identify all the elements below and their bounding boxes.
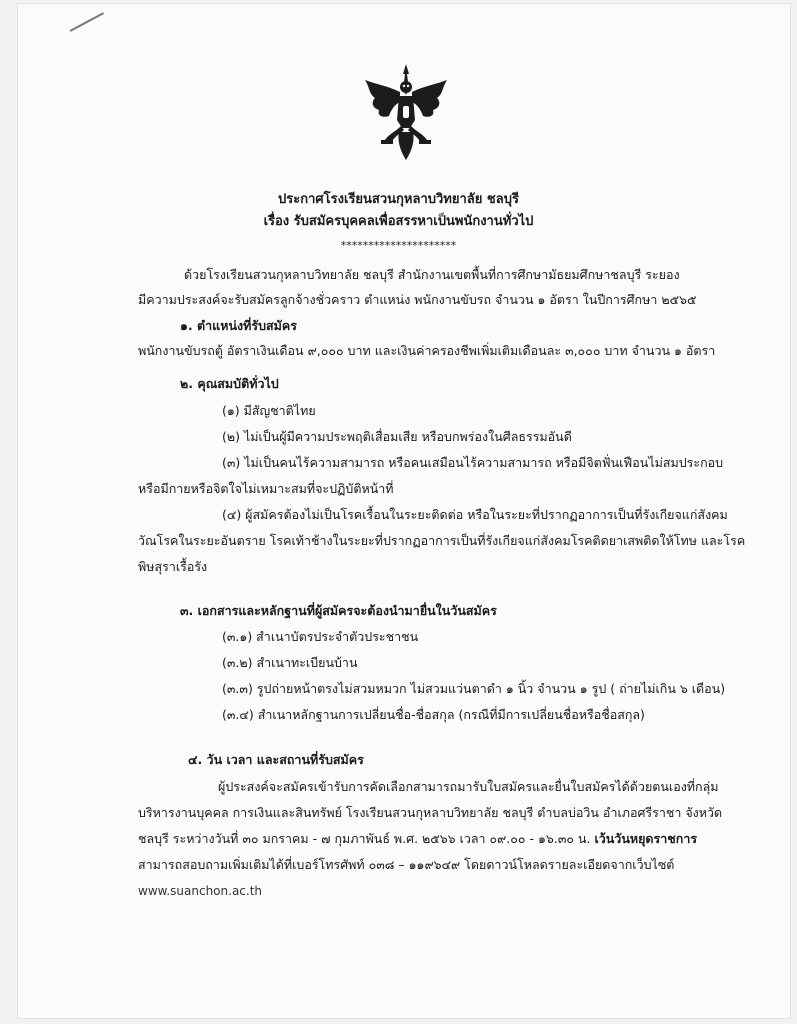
qualification-item-1: (๑) มีสัญชาติไทย xyxy=(222,403,316,418)
section-3-heading: ๓. เอกสารและหลักฐานที่ผู้สมัครจะต้องนำมายื่นในวันสมัคร xyxy=(180,603,497,618)
section-1-heading: ๑. ตำแหน่งที่รับสมัคร xyxy=(180,318,297,333)
document-item-1: (๓.๑) สำเนาบัตรประจำตัวประชาชน xyxy=(222,629,419,644)
application-line-2: บริหารงานบุคคล การเงินและสินทรัพย์ โรงเรียนสวนกุหลาบวิทยาลัย ชลบุรี ตำบลบ่อวิน อำเภอศรีราชา จังหวัด xyxy=(138,805,723,820)
intro-line-2: มีความประสงค์จะรับสมัครลูกจ้างชั่วคราว ตำแหน่ง พนักงานขับรถ จำนวน ๑ อัตรา ในปีการศึกษา ๒๕๖๕ xyxy=(138,292,697,307)
holiday-note: เว้นวันหยุดราชการ xyxy=(594,831,698,846)
application-line-1: ผู้ประสงค์จะสมัครเข้ารับการคัดเลือกสามารถมารับใบสมัครและยื่นใบสมัครได้ด้วยตนเองที่กลุ่ม xyxy=(218,779,719,794)
section-4-heading: ๔. วัน เวลา และสถานที่รับสมัคร xyxy=(188,752,364,767)
qualification-item-3-line-2: หรือมีกายหรือจิตใจไม่เหมาะสมที่จะปฏิบัติหน้าที่ xyxy=(138,481,394,496)
qualification-item-4-line-1: (๔) ผู้สมัครต้องไม่เป็นโรคเรื้อนในระยะติดต่อ หรือในระยะที่ปรากฏอาการเป็นที่รังเกียจแก่สังคม xyxy=(222,507,728,522)
garuda-emblem-icon xyxy=(363,62,449,162)
website-link[interactable]: www.suanchon.ac.th xyxy=(138,884,263,898)
application-dates: ชลบุรี ระหว่างวันที่ ๓๐ มกราคม - ๗ กุมภาพันธ์ พ.ศ. ๒๕๖๖ เวลา ๐๙.๐๐ - ๑๖.๓๐ น. xyxy=(138,831,595,846)
application-line-4: สามารถสอบถามเพิ่มเติมได้ที่เบอร์โทรศัพท์ ๐๓๘ – ๑๑๙๖๔๙ โดยดาวน์โหลดรายละเอียดจากเว็บไซต์ xyxy=(138,857,675,872)
qualification-item-4-line-2: วัณโรคในระยะอันตราย โรคเท้าช้างในระยะที่ปรากฏอาการเป็นที่รังเกียจแก่สังคมโรคติดยาเสพติดให้โทษ และโรค xyxy=(138,533,746,548)
section-1-body: พนักงานขับรถตู้ อัตราเงินเดือน ๙,๐๐๐ บาท และเงินค่าครองชีพเพิ่มเติมเดือนละ ๓,๐๐๐ บาท จำนวน ๑ อัตรา xyxy=(138,343,716,358)
qualification-item-2: (๒) ไม่เป็นผู้มีความประพฤติเสื่อมเสีย หรือบกพร่องในศีลธรรมอันดี xyxy=(222,429,572,444)
document-item-3: (๓.๓) รูปถ่ายหน้าตรงไม่สวมหมวก ไม่สวมแว่นตาดำ ๑ นิ้ว จำนวน ๑ รูป ( ถ่ายไม่เกิน ๖ เดือน) xyxy=(222,681,726,696)
qualification-item-3-line-1: (๓) ไม่เป็นคนไร้ความสามารถ หรือคนเสมือนไร้ความสามารถ หรือมีจิตฟั่นเฟือนไม่สมประกอบ xyxy=(222,455,724,470)
section-2-heading: ๒. คุณสมบัติทั่วไป xyxy=(180,376,279,391)
intro-line-1: ด้วยโรงเรียนสวนกุหลาบวิทยาลัย ชลบุรี สำนักงานเขตพื้นที่การศึกษามัธยมศึกษาชลบุรี ระยอง xyxy=(184,267,680,282)
document-item-2: (๓.๒) สำเนาทะเบียนบ้าน xyxy=(222,655,358,670)
qualification-item-4-line-3: พิษสุราเรื้อรัง xyxy=(138,559,208,574)
announcement-subject: เรื่อง รับสมัครบุคคลเพื่อสรรหาเป็นพนักงานทั่วไป xyxy=(263,214,534,229)
application-line-3 xyxy=(138,831,697,847)
separator-stars: ********************* xyxy=(340,239,457,252)
document-item-4: (๓.๔) สำเนาหลักฐานการเปลี่ยนชื่อ-ชื่อสกุล (กรณีที่มีการเปลี่ยนชื่อหรือชื่อสกุล) xyxy=(222,707,645,722)
announcement-title: ประกาศโรงเรียนสวนกุหลาบวิทยาลัย ชลบุรี xyxy=(278,192,519,207)
